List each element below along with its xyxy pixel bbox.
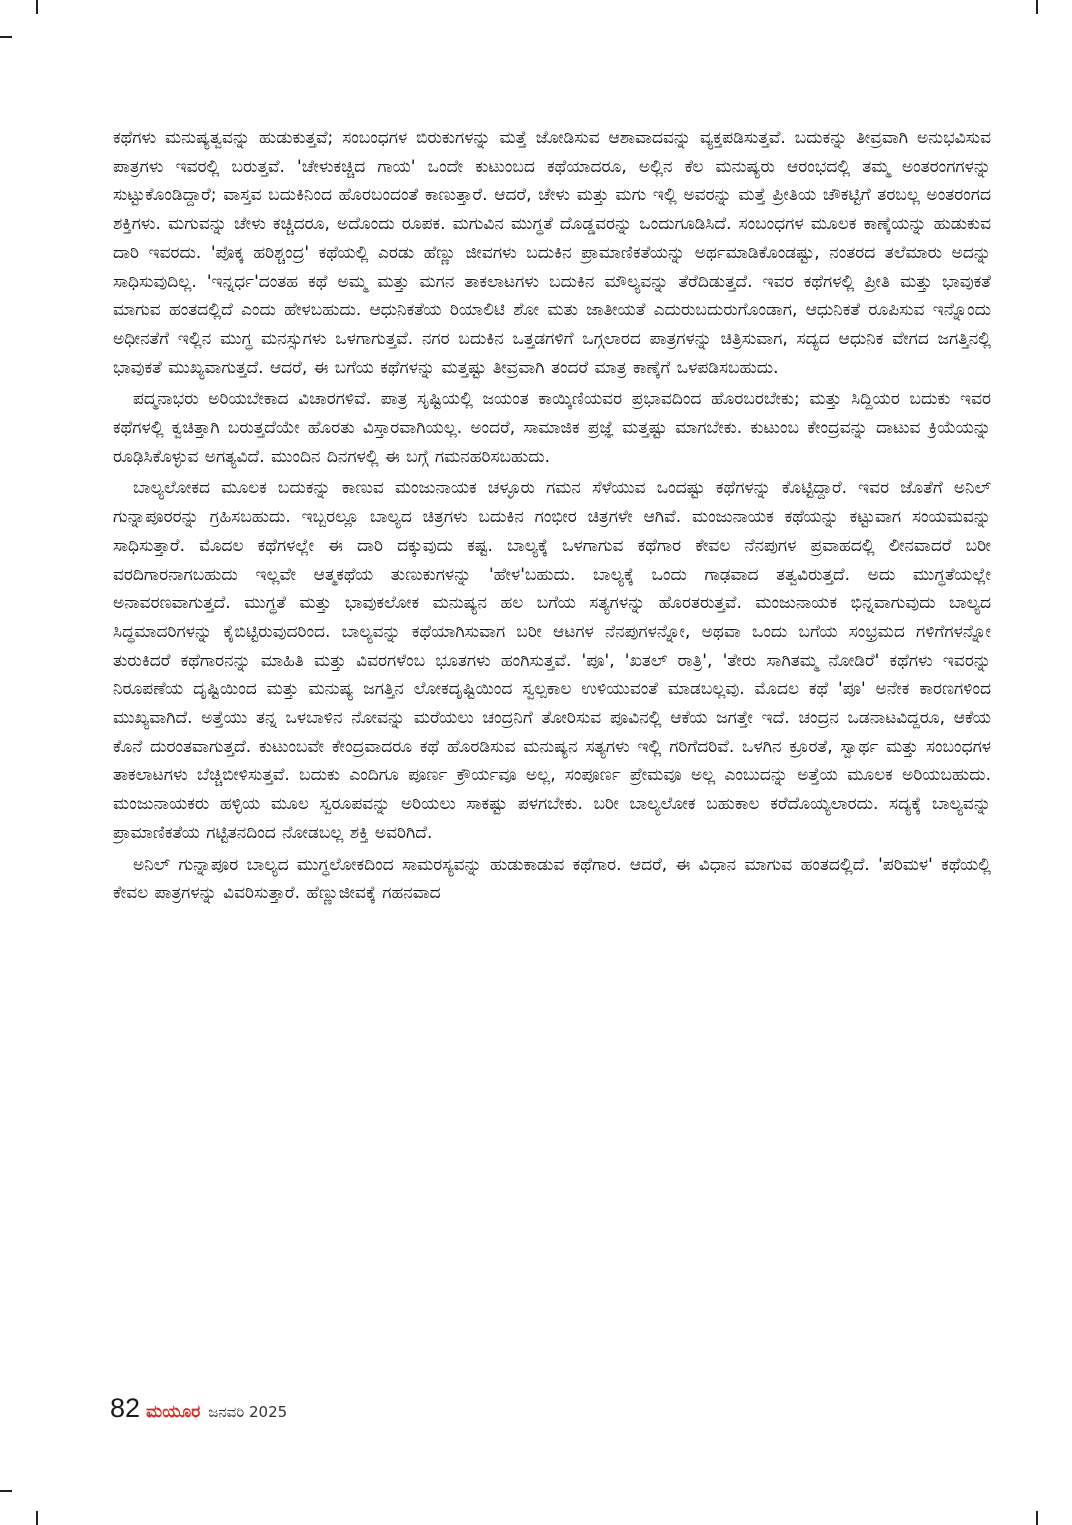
article-body xyxy=(113,124,991,1389)
page-number: 82 xyxy=(110,1393,141,1423)
page-footer xyxy=(110,1393,287,1433)
paragraph-3: ಬಾಲ್ಯಲೋಕದ ಮೂಲಕ ಬದುಕನ್ನು ಕಾಣುವ ಮಂಜುನಾಯಕ ಚಳ್ಳೂರು ಗಮನ ಸೆಳೆಯುವ ಒಂದಷ್ಟು ಕಥೆಗಳನ್ನು ಕೊಟ್ಟಿದ್ದಾರೆ. ಇವರ ಜೊತೆಗೆ ಅನಿಲ್ ಗುನ್ನಾಪೂರರನ್ನು ಗ್ರಹಿಸಬಹುದು. ಇಬ್ಬರಲ್ಲೂ ಬಾಲ್ಯದ ಚಿತ್ರಗಳು ಬದುಕಿನ ಗಂಭೀರ ಚಿತ್ರಗಳೇ ಆಗಿವೆ. ಮಂಜುನಾಯಕ ಕಥೆಯನ್ನು ಕಟ್ಟುವಾಗ ಸಂಯಮವನ್ನು ಸಾಧಿಸುತ್ತಾರೆ. ಮೊದಲ ಕಥೆಗಳಲ್ಲೇ ಈ ದಾರಿ ದಕ್ಕುವುದು ಕಷ್ಟ. ಬಾಲ್ಯಕ್ಕೆ ಒಳಗಾಗುವ ಕಥೆಗಾರ ಕೇವಲ ನೆನಪುಗಳ ಪ್ರವಾಹದಲ್ಲಿ ಲೀನವಾದರೆ ಬರೀ ವರದಿಗಾರನಾಗಬಹುದು ಇಲ್ಲವೇ ಆತ್ಮಕಥೆಯ ತುಣುಕುಗಳನ್ನು 'ಹೇಳ'ಬಹುದು. ಬಾಲ್ಯಕ್ಕೆ ಒಂದು ಗಾಢವಾದ ತತ್ವವಿರುತ್ತದೆ. ಅದು ಮುಗ್ಧತೆಯಲ್ಲೇ ಅನಾವರಣವಾಗುತ್ತದೆ. ಮುಗ್ಧತೆ ಮತ್ತು ಭಾವುಕಲೋಕ ಮನುಷ್ಯನ ಹಲ ಬಗೆಯ ಸತ್ಯಗಳನ್ನು ಹೊರತರುತ್ತವೆ. ಮಂಜುನಾಯಕ ಭಿನ್ನವಾಗುವುದು ಬಾಲ್ಯದ ಸಿದ್ಧಮಾದರಿಗಳನ್ನು ಕೈಬಿಟ್ಟಿರುವುದರಿಂದ. ಬಾಲ್ಯವನ್ನು ಕಥೆಯಾಗಿಸುವಾಗ ಬರೀ ಆಟಗಳ ನೆನಪುಗಳನ್ನೋ, ಅಥವಾ ಒಂದು ಬಗೆಯ ಸಂಭ್ರಮದ ಗಳಿಗೆಗಳನ್ನೋ ತುರುಕಿದರೆ ಕಥೆಗಾರನನ್ನು ಮಾಹಿತಿ ಮತ್ತು ವಿವರಗಳೆಂಬ ಭೂತಗಳು ಹಂಗಿಸುತ್ತವೆ. 'ಪೂ', 'ಖತಲ್ ರಾತ್ರಿ', 'ತೇರು ಸಾಗಿತಮ್ಮ ನೋಡಿರೆ' ಕಥೆಗಳು ಇವರನ್ನು ನಿರೂಪಣೆಯ ದೃಷ್ಟಿಯಿಂದ ಮತ್ತು ಮನುಷ್ಯ ಜಗತ್ತಿನ ಲೋಕದೃಷ್ಟಿಯಿಂದ ಸ್ವಲ್ಪಕಾಲ ಉಳಿಯುವಂತೆ ಮಾಡಬಲ್ಲವು. ಮೊದಲ ಕಥೆ 'ಪೂ' ಅನೇಕ ಕಾರಣಗಳಿಂದ ಮುಖ್ಯವಾಗಿದೆ. ಅತ್ತೆಯು ತನ್ನ ಒಳಬಾಳಿನ ನೋವನ್ನು ಮರೆಯಲು ಚಂದ್ರನಿಗೆ ತೋರಿಸುವ ಪೂವಿನಲ್ಲಿ ಆಕೆಯ ಜಗತ್ತೇ ಇದೆ. ಚಂದ್ರನ ಒಡನಾಟವಿದ್ದರೂ, ಆಕೆಯ ಕೊನೆ ದುರಂತವಾಗುತ್ತದೆ. ಕುಟುಂಬವೇ ಕೇಂದ್ರವಾದರೂ ಕಥೆ ಹೊರಡಿಸುವ ಮನುಷ್ಯನ ಸತ್ಯಗಳು ಇಲ್ಲಿ ಗರಿಗೆದರಿವೆ. ಒಳಗಿನ ಕ್ರೂರತೆ, ಸ್ವಾರ್ಥ ಮತ್ತು ಸಂಬಂಧಗಳ ತಾಕಲಾಟಗಳು ಬೆಚ್ಚಿಬೀಳಿಸುತ್ತವೆ. ಬದುಕು ಎಂದಿಗೂ ಪೂರ್ಣ ಕ್ರೌರ್ಯವೂ ಅಲ್ಲ, ಸಂಪೂರ್ಣ ಪ್ರೇಮವೂ ಅಲ್ಲ ಎಂಬುದನ್ನು ಅತ್ತೆಯ ಮೂಲಕ ಅರಿಯಬಹುದು. ಮಂಜುನಾಯಕರು ಹಳ್ಳಿಯ ಮೂಲ ಸ್ವರೂಪವನ್ನು ಅರಿಯಲು ಸಾಕಷ್ಟು ಪಳಗಬೇಕು. ಬರೀ ಬಾಲ್ಯಲೋಕ ಬಹುಕಾಲ ಕರೆದೊಯ್ಯಲಾರದು. ಸದ್ಯಕ್ಕೆ ಬಾಲ್ಯವನ್ನು ಪ್ರಾಮಾಣಿಕತೆಯ ಗಟ್ಟಿತನದಿಂದ ನೋಡಬಲ್ಲ ಶಕ್ತಿ ಅವರಿಗಿದೆ. xyxy=(113,478,991,843)
issue-date: ಜನವರಿ 2025 xyxy=(208,1403,288,1421)
crop-mark-left-lower xyxy=(0,1490,12,1492)
paragraph-2: ಪದ್ಮನಾಭರು ಅರಿಯಬೇಕಾದ ವಿಚಾರಗಳಿವೆ. ಪಾತ್ರ ಸೃಷ್ಟಿಯಲ್ಲಿ ಜಯಂತ ಕಾಯ್ಕಿಣಿಯವರ ಪ್ರಭಾವದಿಂದ ಹೊರಬರಬೇಕು; ಮತ್ತು ಸಿದ್ದಿಯರ ಬದುಕು ಇವರ ಕಥೆಗಳಲ್ಲಿ ಕ್ವಚಿತ್ತಾಗಿ ಬರುತ್ತದೆಯೇ ಹೊರತು ವಿಸ್ತಾರವಾಗಿಯಲ್ಲ. ಅಂದರೆ, ಸಾಮಾಜಿಕ ಪ್ರಜ್ಞೆ ಮತ್ತಷ್ಟು ಮಾಗಬೇಕು. ಕುಟುಂಬ ಕೇಂದ್ರವನ್ನು ದಾಟುವ ಕ್ರಿಯೆಯನ್ನು ರೂಢಿಸಿಕೊಳ್ಳುವ ಅಗತ್ಯವಿದೆ. ಮುಂದಿನ ದಿನಗಳಲ್ಲಿ ಈ ಬಗ್ಗೆ ಗಮನಹರಿಸಬಹುದು. xyxy=(113,389,991,467)
crop-mark-top-left xyxy=(36,0,38,14)
crop-mark-top-right xyxy=(1036,0,1038,14)
crop-mark-bottom-right xyxy=(1036,1511,1038,1525)
crop-mark-bottom-left xyxy=(36,1511,38,1525)
paragraph-1: ಕಥೆಗಳು ಮನುಷ್ಯತ್ವವನ್ನು ಹುಡುಕುತ್ತವೆ; ಸಂಬಂಧಗಳ ಬಿರುಕುಗಳನ್ನು ಮತ್ತೆ ಜೋಡಿಸುವ ಆಶಾವಾದವನ್ನು ವ್ಯಕ್ತಪಡಿಸುತ್ತವೆ. ಬದುಕನ್ನು ತೀವ್ರವಾಗಿ ಅನುಭವಿಸುವ ಪಾತ್ರಗಳು ಇವರಲ್ಲಿ ಬರುತ್ತವೆ. 'ಚೇಳುಕಚ್ಚಿದ ಗಾಯ' ಒಂದೇ ಕುಟುಂಬದ ಕಥೆಯಾದರೂ, ಅಲ್ಲಿನ ಕೆಲ ಮನುಷ್ಯರು ಆರಂಭದಲ್ಲಿ ತಮ್ಮ ಅಂತರಂಗಗಳನ್ನು ಸುಟ್ಟುಕೊಂಡಿದ್ದಾರೆ; ವಾಸ್ತವ ಬದುಕಿನಿಂದ ಹೊರಬಂದಂತೆ ಕಾಣುತ್ತಾರೆ. ಆದರೆ, ಚೇಳು ಮತ್ತು ಮಗು ಇಲ್ಲಿ ಅವರನ್ನು ಮತ್ತೆ ಪ್ರೀತಿಯ ಚೌಕಟ್ಟಿಗೆ ತರಬಲ್ಲ ಅಂತರಂಗದ ಶಕ್ತಿಗಳು. ಮಗುವನ್ನು ಚೇಳು ಕಚ್ಚಿದರೂ, ಅದೊಂದು ರೂಪಕ. ಮಗುವಿನ ಮುಗ್ಧತೆ ದೊಡ್ಡವರನ್ನು ಒಂದುಗೂಡಿಸಿದೆ. ಸಂಬಂಧಗಳ ಮೂಲಕ ಕಾಣ್ಕೆಯನ್ನು ಹುಡುಕುವ ದಾರಿ ಇವರದು. 'ಪೊಕ್ಕ ಹರಿಶ್ಚಂದ್ರ' ಕಥೆಯಲ್ಲಿ ಎರಡು ಹೆಣ್ಣು ಜೀವಗಳು ಬದುಕಿನ ಪ್ರಾಮಾಣಿಕತೆಯನ್ನು ಅರ್ಥಮಾಡಿಕೊಂಡಷ್ಟು, ನಂತರದ ತಲೆಮಾರು ಅದನ್ನು ಸಾಧಿಸುವುದಿಲ್ಲ. 'ಇನ್ನರ್ಧ'ದಂತಹ ಕಥೆ ಅಮ್ಮ ಮತ್ತು ಮಗನ ತಾಕಲಾಟಗಳು ಬದುಕಿನ ಮೌಲ್ಯವನ್ನು ತೆರೆದಿಡುತ್ತದೆ. ಇವರ ಕಥೆಗಳಲ್ಲಿ ಪ್ರೀತಿ ಮತ್ತು ಭಾವುಕತೆ ಮಾಗುವ ಹಂತದಲ್ಲಿದೆ ಎಂದು ಹೇಳಬಹುದು. ಆಧುನಿಕತೆಯ ರಿಯಾಲಿಟಿ ಶೋ ಮತು ಜಾತೀಯತೆ ಎದುರುಬದುರುಗೊಂಡಾಗ, ಆಧುನಿಕತೆ ರೂಪಿಸುವ ಇನ್ನೊಂದು ಅಧೀನತೆಗೆ ಇಲ್ಲಿನ ಮುಗ್ಧ ಮನಸ್ಸುಗಳು ಒಳಗಾಗುತ್ತವೆ. ನಗರ ಬದುಕಿನ ಒತ್ತಡಗಳಿಗೆ ಒಗ್ಗಲಾರದ ಪಾತ್ರಗಳನ್ನು ಚಿತ್ರಿಸುವಾಗ, ಸದ್ಯದ ಆಧುನಿಕ ವೇಗದ ಜಗತ್ತಿನಲ್ಲಿ ಭಾವುಕತೆ ಮುಖ್ಯವಾಗುತ್ತದೆ. ಆದರೆ, ಈ ಬಗೆಯ ಕಥೆಗಳನ್ನು ಮತ್ತಷ್ಟು ತೀವ್ರವಾಗಿ ತಂದರೆ ಮಾತ್ರ ಕಾಣ್ಕೆಗೆ ಒಳಪಡಿಸಬಹುದು. xyxy=(113,128,991,378)
crop-mark-left-upper xyxy=(0,36,12,38)
magazine-logo: ಮಯೂರ xyxy=(146,1402,201,1422)
paragraph-4: ಅನಿಲ್ ಗುನ್ನಾಪೂರ ಬಾಲ್ಯದ ಮುಗ್ಧಲೋಕದಿಂದ ಸಾಮರಸ್ಯವನ್ನು ಹುಡುಕಾಡುವ ಕಥೆಗಾರ. ಆದರೆ, ಈ ವಿಧಾನ ಮಾಗುವ ಹಂತದಲ್ಲಿದೆ. 'ಪರಿಮಳ' ಕಥೆಯಲ್ಲಿ ಕೇವಲ ಪಾತ್ರಗಳನ್ನು ವಿವರಿಸುತ್ತಾರೆ. ಹೆಣ್ಣುಜೀವಕ್ಕೆ ಗಹನವಾದ xyxy=(113,854,991,904)
